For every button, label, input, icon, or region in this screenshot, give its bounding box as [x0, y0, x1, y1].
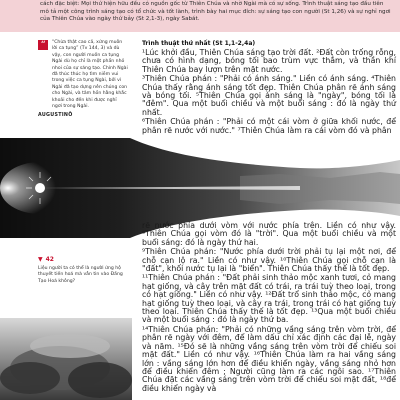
- verse-paragraph: ¹¹Thiên Chúa phán : "Đất phải sinh thảo mộc xanh tươi, cỏ mang hạt giống, và cây trên mặt đất có trái, ra trái tuỳ theo loại, trong có hạt giống." Liền có như vậy. ¹²Đất trổ sinh thảo mộc, cỏ mang hạt giống tuỳ theo loại, và cây ra trái, trong trái có hạt giống tuỳ theo loại. Thiên Chúa thấy thế là tốt đẹp. ¹³Qua một buổi chiều và một buổi sáng : đó là ngày thứ ba.: [142, 273, 396, 325]
- scripture-column-continued: [142, 222, 396, 394]
- quote-icon: “: [38, 40, 48, 50]
- triangle-down-icon: ▼: [38, 255, 43, 263]
- verse-paragraph: ³Thiên Chúa phán : "Phải có ánh sáng." Liền có ánh sáng. ⁴Thiên Chúa thấy rằng ánh sáng tốt đẹp. Thiên Chúa phân rẽ ánh sáng và bóng tối. ⁵Thiên Chúa gọi ánh sáng là "ngày", bóng tối là "đêm". Qua một buổi chiều và một buổi sáng : đó là ngày thứ nhất.: [142, 74, 396, 117]
- question-text: Liệu người ta có thể là người ứng hộ thuyết tiến hoá mà vẫn tin vào Đấng Tạo Hoá không?: [38, 266, 123, 284]
- reflection-question: [38, 256, 126, 285]
- verse-paragraph: ¹⁴Thiên Chúa phán: "Phải có những vầng sáng trên vòm trời, để phân rẽ ngày với đêm, để làm dấu chỉ xác định các đại lễ, ngày và năm. ¹⁵Đó sẽ là những vầng sáng trên vòm trời để chiếu soi mặt đất." Liền có như vậy. ¹⁶Thiên Chúa làm ra hai vầng sáng lớn : vầng sáng lớn hơn để điều khiển ngày, vầng sáng nhỏ hơn để điều khiển đêm ; Người cũng làm ra các ngôi sao. ¹⁷Thiên Chúa đặt các vầng sáng trên vòm trời để chiếu soi mặt đất, ¹⁸để điều khiển ngày và: [142, 324, 396, 393]
- question-number: 42: [45, 256, 54, 263]
- quote-author: AUGUSTINÔ: [38, 113, 73, 119]
- intro-band: [0, 0, 400, 32]
- verse-paragraph: ⁶Thiên Chúa phán : "Phải có một cái vòm ở giữa khối nước, để phân rẽ nước với nước." ⁷Thiên Chúa làm ra cái vòm đó và phân: [142, 117, 396, 135]
- verse-paragraph: rẽ nước phía dưới vòm với nước phía trên. Liền có như vậy. ⁸Thiên Chúa gọi vòm đó là "trời". Qua một buổi chiều và một buổi sáng: đó là ngày thứ hai.: [142, 221, 396, 247]
- scripture-column: [142, 40, 396, 136]
- verse-paragraph: ⁹Thiên Chúa phán: "Nước phía dưới trời phải tụ lại một nơi, để chỗ cạn lộ ra." Liền có như vậy. ¹⁰Thiên Chúa gọi chỗ cạn là "đất", khối nước tụ lại là "biển". Thiên Chúa thấy thế là tốt đẹp.: [142, 247, 396, 274]
- intro-text: cách đặc biệt: Mọi thứ hiện hữu đều có nguồn gốc từ Thiên Chúa và nhờ Ngài mà có sự sống. Trình thuật sáng tạo đầu tiên mô tả một công trình sáng tạo có tổ chức và tốt lành, trình bày hai mục đích: sự sáng tạo con người (St 1,26) và sự nghỉ ngơi của Thiên Chúa vào ngày thứ bảy (St 2,1-3), ngày Sabát.: [40, 1, 391, 23]
- section-title: Trình thuật thứ nhất (St 1,1-2,4a): [142, 40, 256, 47]
- quote-text: “Chừa thật cao cả, xứng muôn lời ca tụng” (Tv 144, 3) và dù vậy, con người muốn ca tụng Ngài dù họ chỉ là một phần nhỏ nhoi của sự sáng tạo. Chính Ngài đã thúc thúc họ tìm niềm vui trong việc ca tụng Ngài, bởi vì Ngài đã tạo dựng nên chúng con cho Ngài, và tâm hồn hằng khắc khoải cho đến khi được nghỉ ngơi trong Ngài.: [52, 40, 128, 110]
- verse-paragraph: ¹Lúc khởi đầu, Thiên Chúa sáng tạo trời đất. ²Đất còn trống rỗng, chưa có hình dạng, bóng tối bao trùm vực thẳm, và thần khí Thiên Chúa bay lượn trên mặt nước.: [142, 48, 396, 74]
- storm-cloud-image: [0, 318, 132, 400]
- margin-quote: [38, 40, 128, 118]
